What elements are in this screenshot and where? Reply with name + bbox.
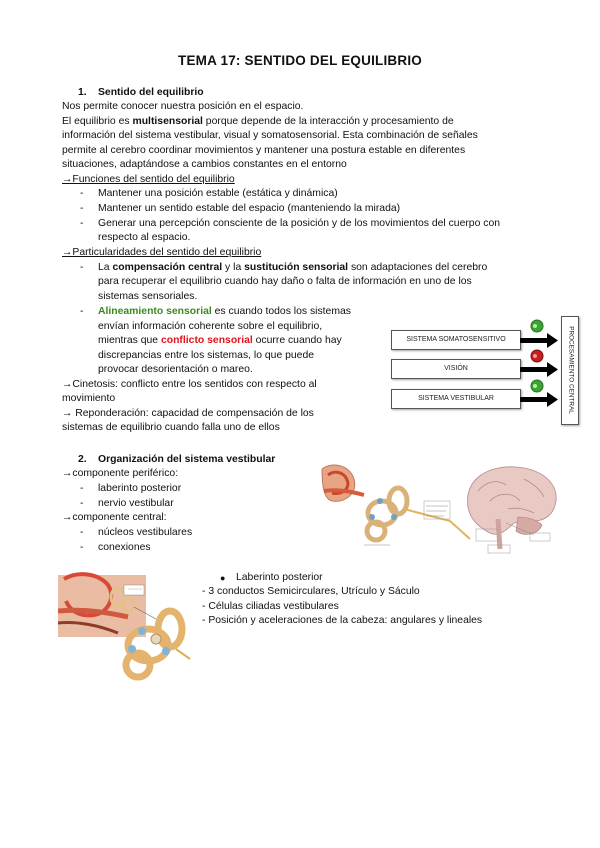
arrow-icon xyxy=(520,392,558,407)
labyrinth-item: - Posición y aceleraciones de la cabeza: angulares y lineales xyxy=(202,615,483,626)
reponderacion-line: → Reponderación: capacidad de compensación de los xyxy=(62,408,314,419)
dash-marker: - xyxy=(80,498,84,509)
central-item: núcleos vestibulares xyxy=(98,527,193,538)
particularity-line: La compensación central y la sustitución sensorial son adaptaciones del cerebro xyxy=(98,262,488,273)
functions-heading: →Funciones del sentido del equilibrio xyxy=(62,174,235,185)
cinetosis-line: movimiento xyxy=(62,393,116,404)
section-2-heading: Organización del sistema vestibular xyxy=(98,454,276,465)
central-heading: →componente central: xyxy=(62,512,167,523)
particularity-line: sistemas sensoriales. xyxy=(98,291,198,302)
vestibular-box: SISTEMA VESTIBULAR xyxy=(391,389,521,409)
section-1-number: 1. xyxy=(78,87,87,98)
paragraph-line-1: El equilibrio es multisensorial porque depende de la interacción y procesamiento de xyxy=(62,116,454,127)
dash-marker: - xyxy=(80,527,84,538)
function-item: Mantener un sentido estable del espacio (manteniendo la mirada) xyxy=(98,203,401,214)
central-processing-box xyxy=(561,316,579,425)
dash-marker: - xyxy=(80,483,84,494)
paragraph-line-4: situaciones, adaptándose a cambios constantes en el entorno xyxy=(62,159,347,170)
ear-brain-illustration xyxy=(320,461,560,557)
labyrinth-item: - 3 conductos Semicirculares, Utrículo y Sáculo xyxy=(202,586,420,597)
intro-text: Nos permite conocer nuestra posición en el espacio. xyxy=(62,101,304,112)
reponderacion-line: sistemas de equilibrio cuando falla uno de ellos xyxy=(62,422,280,433)
arrows-and-lights xyxy=(518,318,562,418)
central-processing-label: PROCESAMIENTO CENTRAL xyxy=(567,326,575,414)
alignment-line: provocar desorientación o mareo. xyxy=(98,364,253,375)
alignment-line: discrepancias entre los sistemas, lo que puede xyxy=(98,350,315,361)
dash-marker: - xyxy=(80,188,84,199)
cinetosis-line: →Cinetosis: conflicto entre los sentidos con respecto al xyxy=(62,379,317,390)
arrow-icon xyxy=(520,333,558,348)
section-2-number: 2. xyxy=(78,454,87,465)
arrow-icon xyxy=(520,362,558,377)
particularity-line: para recuperar el equilibrio cuando hay daño o falta de información en uno de los xyxy=(98,276,472,287)
labyrinth-item: - Células ciliadas vestibulares xyxy=(202,601,339,612)
inner-ear-illustration xyxy=(58,567,194,683)
page-title: TEMA 17: SENTIDO DEL EQUILIBRIO xyxy=(178,53,422,68)
function-item: Generar una percepción consciente de la posición y de los movimientos del cuerpo con xyxy=(98,218,501,229)
somatosensory-box: SISTEMA SOMATOSENSITIVO xyxy=(391,330,521,350)
paragraph-line-3: permite al cerebro coordinar movimientos y mantener una postura estable en diferentes xyxy=(62,145,466,156)
section-1-heading: Sentido del equilibrio xyxy=(98,87,204,98)
function-item: Mantener una posición estable (estática y dinámica) xyxy=(98,188,338,199)
particularities-heading: →Particularidades del sentido del equilibrio xyxy=(62,247,262,258)
central-item: conexiones xyxy=(98,542,151,553)
dash-marker: - xyxy=(80,203,84,214)
alignment-line: envían información coherente sobre el equilibrio, xyxy=(98,321,323,332)
function-item-cont: respecto al espacio. xyxy=(98,232,191,243)
alignment-line: Alineamiento sensorial es cuando todos los sistemas xyxy=(98,306,351,317)
peripheral-heading: →componente periférico: xyxy=(62,468,179,479)
bullet-icon: ● xyxy=(220,573,226,583)
vision-box: VISIÓN xyxy=(391,359,521,379)
peripheral-item: laberinto posterior xyxy=(98,483,182,494)
dash-marker: - xyxy=(80,542,84,553)
dash-marker: - xyxy=(80,306,84,317)
peripheral-item: nervio vestibular xyxy=(98,498,174,509)
dash-marker: - xyxy=(80,218,84,229)
labyrinth-heading: Laberinto posterior xyxy=(236,572,323,583)
paragraph-line-2: información del sistema vestibular, visual y somatosensorial. Esta combinación de señales xyxy=(62,130,478,141)
alignment-line: mientras que conflicto sensorial ocurre cuando hay xyxy=(98,335,342,346)
dash-marker: - xyxy=(80,262,84,273)
